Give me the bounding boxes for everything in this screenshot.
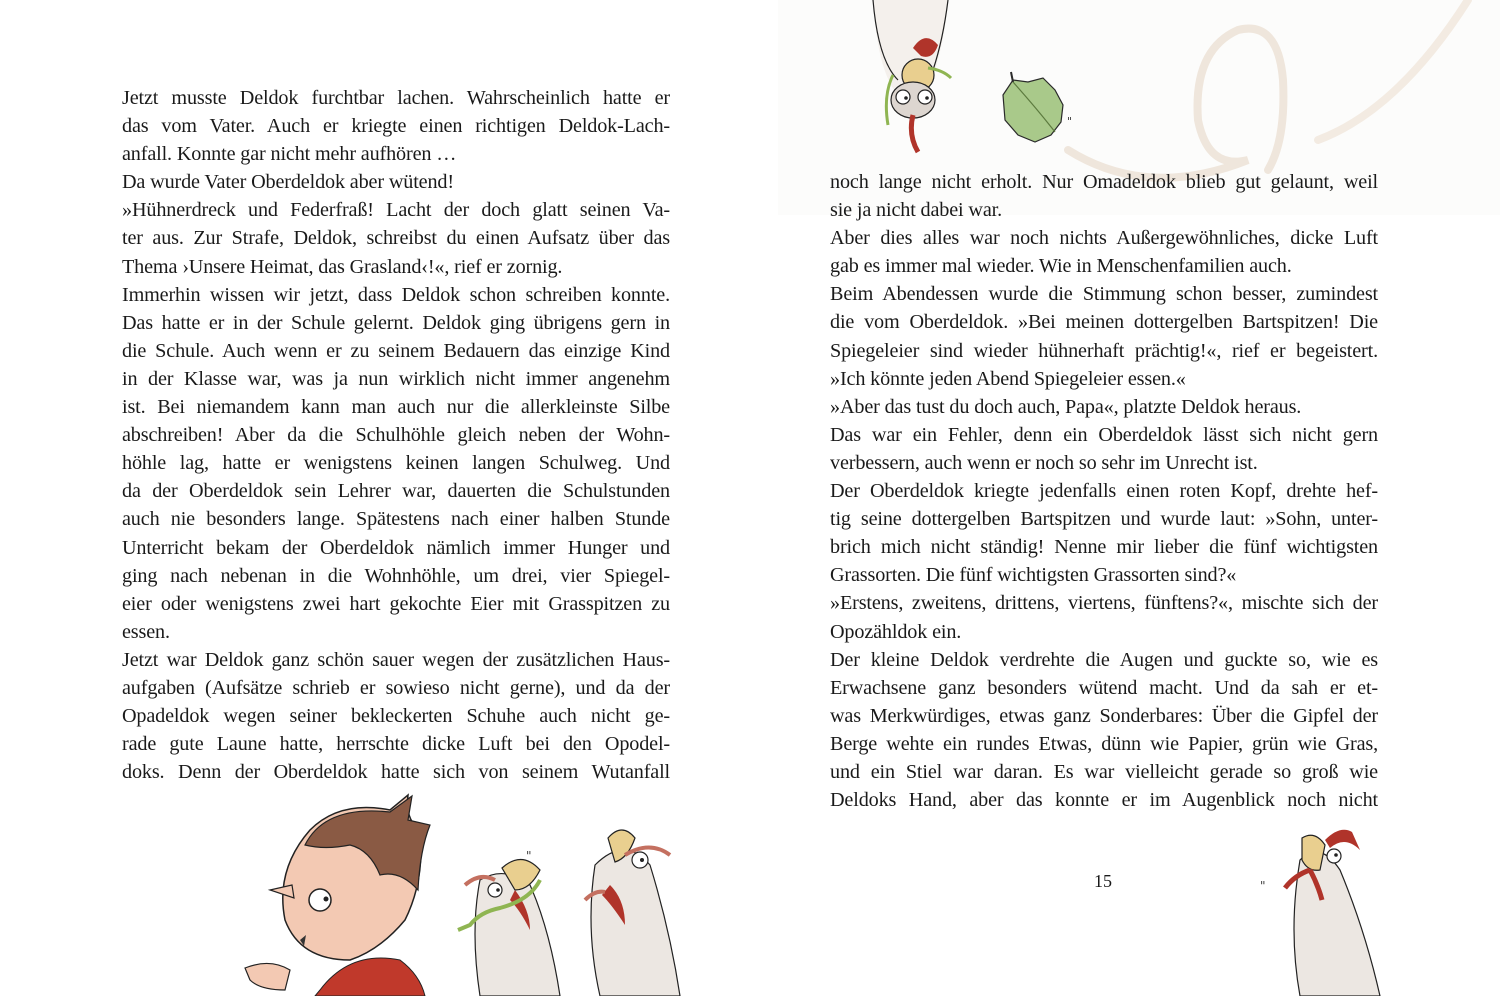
text-line: brich mich nicht ständig! Nenne mir lieber die fünf wichtigsten xyxy=(830,536,1378,559)
text-line: die Schule. Auch wenn er zu seinem Bedauern das einzige Kind xyxy=(122,339,670,362)
text-line: »Ich könnte jeden Abend Spiegeleier essen.« xyxy=(830,367,1186,390)
text-line: Da wurde Vater Oberdeldok aber wütend! xyxy=(122,171,454,194)
text-line: eier oder wenigstens zwei hart gekochte Eier mit Grasspitzen zu xyxy=(122,592,670,615)
text-line: Immerhin wissen wir jetzt, dass Deldok schon schreiben konnte. xyxy=(122,283,670,306)
text-line: Berge wehte ein rundes Etwas, dünn wie Papier, grün wie Gras, xyxy=(830,732,1378,755)
text-line: gab es immer mal wieder. Wie in Menschenfamilien auch. xyxy=(830,255,1292,278)
text-line: Opozähldok ein. xyxy=(830,620,962,643)
text-line: doks. Denn der Oberdeldok hatte sich von seinem Wutanfall xyxy=(122,761,670,784)
text-line: ist. Bei niemandem kann man auch nur die allerkleinste Silbe xyxy=(122,396,670,419)
boy-and-two-chickens-illustration xyxy=(230,790,700,996)
text-line: anfall. Konnte gar nicht mehr aufhören … xyxy=(122,143,457,166)
text-line: die vom Oberdeldok. »Bei meinen dottergelben Bartspitzen! Die xyxy=(830,311,1378,334)
text-line: Der kleine Deldok verdrehte die Augen und guckte so, wie es xyxy=(830,648,1378,671)
text-line: noch lange nicht erholt. Nur Omadeldok blieb gut gelaunt, weil xyxy=(830,171,1378,193)
chicken-figure-left xyxy=(458,849,560,996)
chicken-looking-up-illustration xyxy=(1230,820,1410,996)
text-line: Beim Abendessen wurde die Stimmung schon besser, zumindest xyxy=(830,283,1378,306)
svg-text:": " xyxy=(1260,879,1266,893)
text-line: essen. xyxy=(122,620,170,643)
text-line: Thema ›Unsere Heimat, das Grasland‹!«, rief er zornig. xyxy=(122,255,563,278)
svg-text:": " xyxy=(1067,115,1073,128)
text-line: ter aus. Zur Strafe, Deldok, schreibst du einen Aufsatz über das xyxy=(122,227,670,250)
right-text-column xyxy=(830,168,1378,814)
text-line: Erwachsene ganz besonders wütend macht. Und da sah er et- xyxy=(830,676,1378,699)
text-line: »Erstens, zweitens, drittens, viertens, fünftens?«, mischte sich der xyxy=(830,592,1378,615)
text-line: Opadeldok wegen seiner bekleckerten Schuhe auch nicht ge- xyxy=(122,705,670,728)
text-line: Spiegeleier sind wieder hühnerhaft prächtig!«, rief er begeistert. xyxy=(830,339,1378,362)
text-line: Jetzt musste Deldok furchtbar lachen. Wahrscheinlich hatte er xyxy=(122,87,670,109)
text-line: das vom Vater. Auch er kriegte einen richtigen Deldok-Lach- xyxy=(122,115,670,138)
text-line: tig seine dottergelben Bartspitzen und wurde laut: »Sohn, unter- xyxy=(830,508,1378,531)
text-line: Deldoks Hand, aber das konnte er im Augenblick noch nicht xyxy=(830,789,1378,812)
svg-text:": " xyxy=(526,849,532,863)
text-line: Grassorten. Die fünf wichtigsten Grassorten sind?« xyxy=(830,564,1237,587)
text-line: Der Oberdeldok kriegte jedenfalls einen roten Kopf, drehte hef- xyxy=(830,480,1378,503)
text-line: aufgaben (Aufsätze schrieb er sowieso nicht gerne), und da der xyxy=(122,676,670,699)
boy-figure xyxy=(245,795,430,996)
text-line: höhle lag, hatte er wenigstens keinen langen Schulweg. Und xyxy=(122,452,670,475)
text-line: und ein Stiel war daran. Es war vielleicht gerade so groß wie xyxy=(830,760,1378,783)
text-line: Das war ein Fehler, denn ein Oberdeldok lässt sich nicht gern xyxy=(830,423,1378,446)
text-line: auch nie besonders lange. Spätestens nach einer halben Stunde xyxy=(122,508,670,531)
text-line: Aber dies alles war noch nichts Außergewöhnliches, dicke Luft xyxy=(830,227,1378,250)
text-line: Das hatte er in der Schule gelernt. Deldok ging übrigens gern in xyxy=(122,311,670,334)
text-line: ging nach nebenan in die Wohnhöhle, um drei, vier Spiegel- xyxy=(122,564,670,587)
text-line: Unterricht bekam der Oberdeldok nämlich immer Hunger und xyxy=(122,536,670,559)
text-line: was Merkwürdiges, etwas ganz Sonderbares: Über die Gipfel der xyxy=(830,704,1378,727)
right-page xyxy=(778,0,1500,996)
page-number: 15 xyxy=(1094,871,1112,891)
chicken-figure-right xyxy=(585,830,680,996)
text-line: in der Klasse war, was ja nun wirklich nicht immer angenehm xyxy=(122,367,670,390)
upside-down-chicken-illustration xyxy=(863,0,973,160)
text-line: verbessern, auch wenn er noch so sehr im Unrecht ist. xyxy=(830,451,1258,474)
left-text-column xyxy=(122,84,670,786)
text-line: »Hühnerdreck und Federfraß! Lacht der doch glatt seinen Va- xyxy=(122,199,670,222)
text-line: rade gute Laune hatte, herrschte dicke Luft bei den Opodel- xyxy=(122,733,670,756)
text-line: Jetzt war Deldok ganz schön sauer wegen der zusätzlichen Haus- xyxy=(122,648,670,671)
text-line: »Aber das tust du doch auch, Papa«, platzte Deldok heraus. xyxy=(830,395,1302,418)
text-line: da der Oberdeldok sein Lehrer war, dauerten die Schulstunden xyxy=(122,480,670,503)
text-line: abschreiben! Aber da die Schulhöhle gleich neben der Wohn- xyxy=(122,424,670,447)
text-line: sie ja nicht dabei war. xyxy=(830,199,1003,222)
